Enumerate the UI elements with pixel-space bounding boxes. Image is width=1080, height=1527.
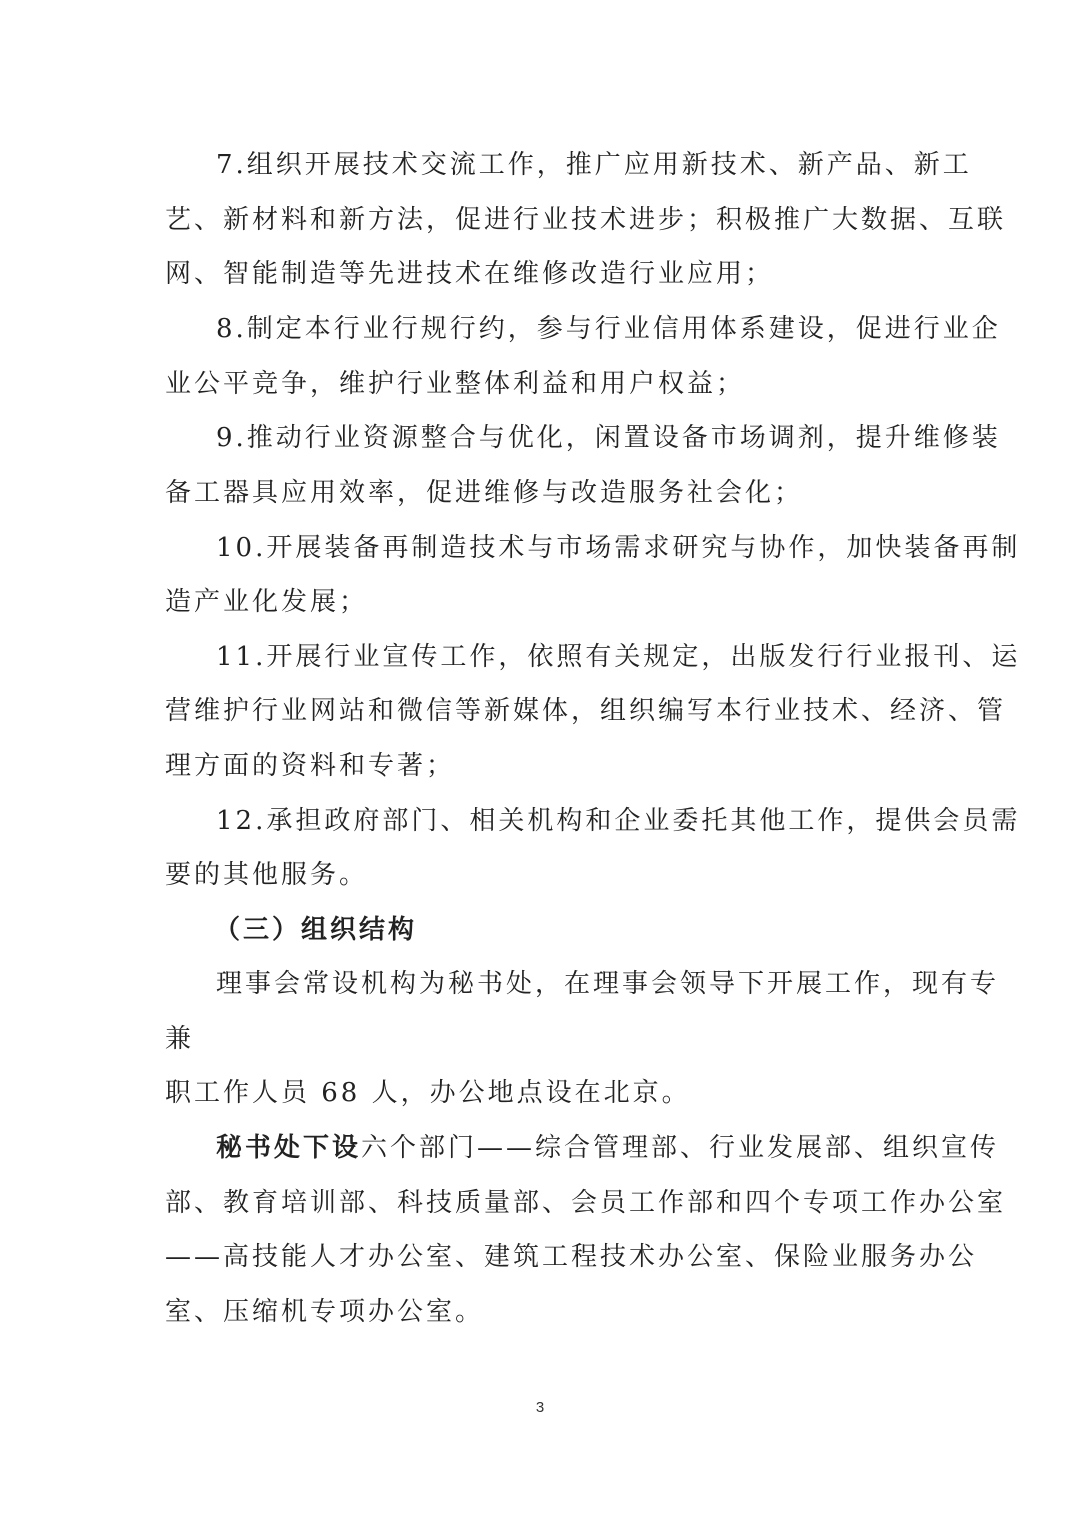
item-9-line-1: 9.推动行业资源整合与优化，闲置设备市场调剂，提升维修装	[216, 423, 1001, 453]
item-9-line-2: 备工器具应用效率，促进维修与改造服务社会化；	[165, 478, 804, 508]
item-7-line-1: 7.组织开展技术交流工作，推广应用新技术、新产品、新工	[216, 150, 972, 180]
item-7-line-3: 网、智能制造等先进技术在维修改造行业应用；	[165, 259, 775, 289]
page-number: 3	[535, 1399, 545, 1416]
item-10-line-1: 10.开展装备再制造技术与市场需求研究与协作，加快装备再制	[216, 533, 1021, 563]
departments-first-line-rest: 六个部门——综合管理部、行业发展部、组织宣传	[361, 1133, 1000, 1163]
staff-paragraph-line-3: 职工作人员 68 人，办公地点设在北京。	[165, 1078, 691, 1108]
item-7-line-2: 艺、新材料和新方法，促进行业技术进步；积极推广大数据、互联	[165, 205, 1007, 235]
departments-paragraph-line-2: 部、教育培训部、科技质量部、会员工作部和四个专项工作办公室	[165, 1188, 1007, 1218]
departments-paragraph-line-3: ——高技能人才办公室、建筑工程技术办公室、保险业服务办公	[165, 1242, 978, 1272]
staff-paragraph-line-2: 兼	[165, 1024, 195, 1054]
departments-paragraph-line-4: 室、压缩机专项办公室。	[165, 1297, 485, 1327]
item-10-line-2: 造产业化发展；	[165, 587, 369, 617]
item-12-line-2: 要的其他服务。	[165, 860, 369, 890]
item-11-line-3: 理方面的资料和专著；	[165, 751, 456, 781]
section-heading: （三）组织结构	[214, 915, 418, 945]
staff-paragraph-line-1: 理事会常设机构为秘书处，在理事会领导下开展工作，现有专	[216, 969, 1000, 999]
item-11-line-2: 营维护行业网站和微信等新媒体，组织编写本行业技术、经济、管	[165, 696, 1007, 726]
item-8-line-1: 8.制定本行业行规行约，参与行业信用体系建设，促进行业企	[216, 314, 1001, 344]
departments-lead-bold: 秘书处下设	[216, 1133, 362, 1163]
item-11-line-1: 11.开展行业宣传工作，依照有关规定，出版发行行业报刊、运	[216, 642, 1021, 672]
item-8-line-2: 业公平竞争，维护行业整体利益和用户权益；	[165, 369, 746, 399]
item-12-line-1: 12.承担政府部门、相关机构和企业委托其他工作，提供会员需	[216, 806, 1021, 836]
departments-paragraph-line-1	[216, 1131, 1000, 1165]
